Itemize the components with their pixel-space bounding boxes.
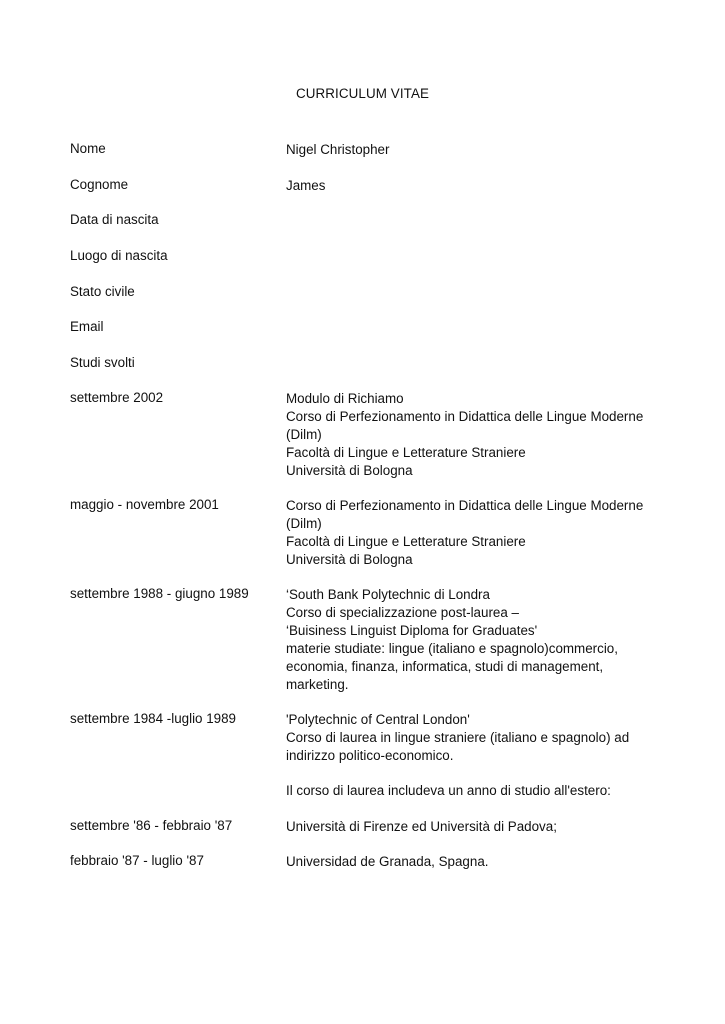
- label-cognome: Cognome: [70, 177, 129, 192]
- study-line: Universidad de Granada, Spagna.: [286, 854, 489, 869]
- study-period: settembre 1988 - giugno 1989: [70, 586, 249, 601]
- study-line: Corso di Perfezionamento in Didattica delle Lingue Moderne: [286, 498, 644, 513]
- label-stato-civile: Stato civile: [70, 284, 135, 299]
- label-data-di-nascita: Data di nascita: [70, 212, 159, 227]
- study-line: ‘South Bank Polytechnic di Londra: [286, 587, 490, 602]
- study-abroad-note: Il corso di laurea includeva un anno di studio all'estero:: [286, 783, 611, 798]
- study-line: (Dilm): [286, 427, 322, 442]
- study-details: [286, 497, 666, 569]
- study-details: [286, 711, 666, 765]
- study-details: [286, 853, 666, 871]
- study-line: Università di Bologna: [286, 552, 413, 567]
- study-line: Facoltà di Lingue e Letterature Straniere: [286, 445, 526, 460]
- value-cognome: James: [286, 178, 326, 193]
- study-line: marketing.: [286, 677, 349, 692]
- study-line: Corso di Perfezionamento in Didattica delle Lingue Moderne: [286, 409, 644, 424]
- study-line: (Dilm): [286, 516, 322, 531]
- study-period: febbraio '87 - luglio '87: [70, 853, 204, 868]
- study-line: 'Polytechnic of Central London': [286, 712, 470, 727]
- study-period: settembre 1984 -luglio 1989: [70, 711, 237, 726]
- value-nome: Nigel Christopher: [286, 142, 390, 157]
- study-line: Corso di specializzazione post-laurea –: [286, 605, 519, 620]
- label-luogo-di-nascita: Luogo di nascita: [70, 248, 168, 263]
- study-line: Università di Firenze ed Università di Padova;: [286, 819, 557, 834]
- study-details: [286, 586, 666, 694]
- study-line: economia, finanza, informatica, studi di management,: [286, 659, 604, 674]
- study-line: Facoltà di Lingue e Letterature Straniere: [286, 534, 526, 549]
- document-title: CURRICULUM VITAE: [295, 86, 430, 101]
- label-studi-svolti: Studi svolti: [70, 355, 135, 370]
- label-nome: Nome: [70, 141, 106, 156]
- study-period: maggio - novembre 2001: [70, 497, 219, 512]
- study-line: ‘Buisiness Linguist Diploma for Graduates': [286, 623, 538, 638]
- label-email: Email: [70, 319, 104, 334]
- study-details: [286, 818, 666, 836]
- study-details: [286, 390, 666, 480]
- study-period: settembre '86 - febbraio '87: [70, 818, 233, 833]
- study-line: Modulo di Richiamo: [286, 391, 404, 406]
- study-line: Corso di laurea in lingue straniere (italiano e spagnolo) ad: [286, 730, 630, 745]
- study-line: materie studiate: lingue (italiano e spagnolo)commercio,: [286, 641, 618, 656]
- study-line: Università di Bologna: [286, 463, 413, 478]
- study-period: settembre 2002: [70, 390, 164, 405]
- study-line: indirizzo politico-economico.: [286, 748, 454, 763]
